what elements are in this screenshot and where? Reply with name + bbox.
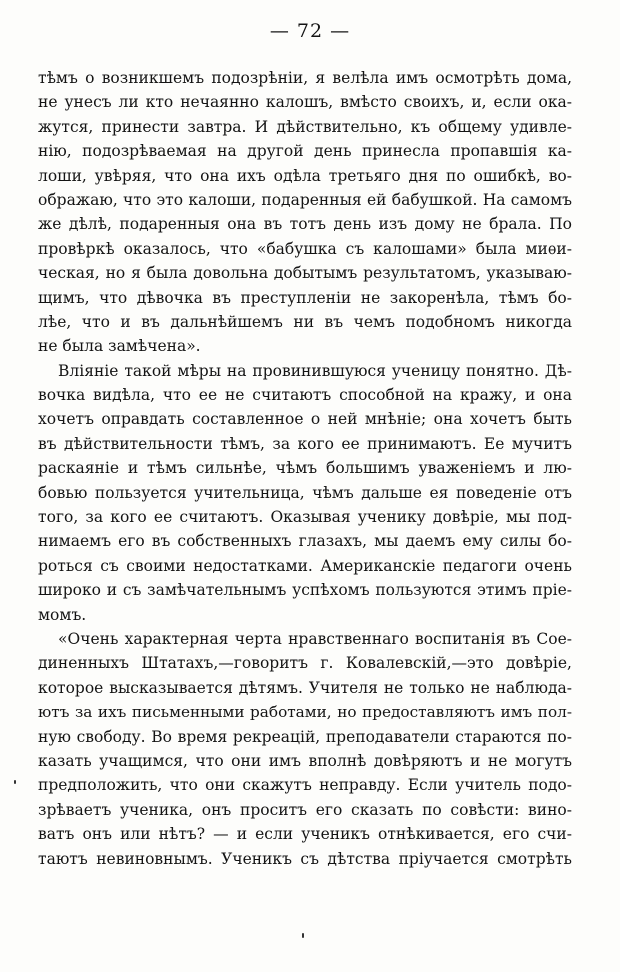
text-line: вочка видѣла, что ее не считаютъ способной на кражу, и она: [38, 386, 572, 405]
text-line: раскаяніе и тѣмъ сильнѣе, чѣмъ большимъ уваженіемъ и лю-: [38, 459, 572, 478]
text-line: таютъ невиновнымъ. Ученикъ съ дѣтства пріучается смотрѣть: [38, 849, 572, 868]
text-line: зрѣваетъ ученика, онъ проситъ его сказать по совѣсти: вино-: [38, 800, 572, 819]
text-line: ображаю, что это калоши, подаренныя ей бабушкой. На самомъ: [38, 190, 572, 209]
text-line: не унесъ ли кто нечаянно калошъ, вмѣсто своихъ, и, если ока-: [38, 93, 572, 112]
text-line: щимъ, что дѣвочка въ преступленіи не закоренѣла, тѣмъ бо-: [38, 288, 572, 307]
text-line: ную свободу. Во время рекреацій, преподаватели стараются по-: [38, 727, 572, 746]
text-line: которое высказывается дѣтямъ. Учителя не только не наблюда-: [38, 678, 572, 697]
text-line: жутся, принести завтра. И дѣйствительно, къ общему удивле-: [38, 117, 572, 136]
text-line: нію, подозрѣваемая на другой день принесла пропавшія ка-: [38, 142, 572, 161]
text-line: ческая, но я была довольна добытымъ результатомъ, указываю-: [38, 264, 572, 283]
text-line: нимаемъ его въ собственныхъ глазахъ, мы даемъ ему силы бо-: [38, 532, 572, 551]
text-line: лоши, увѣряя, что она ихъ одѣла третьяго дня по ошибкѣ, во-: [38, 166, 572, 185]
print-speck: [14, 780, 16, 784]
text-line: «Очень характерная черта нравственнаго воспитанія въ Сое-: [58, 629, 572, 648]
text-line: ватъ онъ или нѣтъ? — и если ученикъ отнѣкивается, его счи-: [38, 825, 572, 844]
text-line: Вліяніе такой мѣры на провинившуюся ученицу понятно. Дѣ-: [58, 361, 572, 380]
text-line: ютъ за ихъ письменными работами, но предоставляютъ имъ пол-: [38, 703, 572, 722]
text-line: тѣмъ о возникшемъ подозрѣніи, я велѣла имъ осмотрѣть дома,: [38, 69, 572, 87]
text-line: диненныхъ Штатахъ,—говоритъ г. Ковалевскій,—это довѣріе,: [38, 654, 572, 673]
body-text: [38, 66, 572, 871]
text-line: роться съ своими недостатками. Американскіе педагоги очень: [38, 556, 572, 575]
text-line: въ дѣйствительности тѣмъ, за кого ее принимаютъ. Ее мучитъ: [38, 434, 572, 453]
page-number: — 72 —: [269, 20, 351, 42]
text-line: широко и съ замѣчательнымъ успѣхомъ пользуются этимъ пріе-: [38, 581, 572, 600]
text-line: не была замѣчена».: [38, 337, 201, 356]
text-line: казать учащимся, что они имъ вполнѣ довѣряютъ и не могутъ: [38, 751, 572, 770]
text-line: того, за кого ее считаютъ. Оказывая ученику довѣріе, мы под-: [38, 508, 572, 527]
text-line: предположить, что они скажутъ неправду. Если учитель подо-: [38, 776, 572, 795]
text-line: лѣе, что и въ дальнѣйшемъ ни въ чемъ подобномъ никогда: [38, 312, 572, 331]
text-line: момъ.: [38, 605, 87, 624]
print-speck: [302, 933, 304, 938]
text-line: же дѣлѣ, подаренныя она въ тотъ день изъ дому не брала. По: [38, 215, 572, 234]
text-line: провѣркѣ оказалось, что «бабушка съ калошами» была миѳи-: [38, 239, 572, 258]
text-line: бовью пользуется учительница, чѣмъ дальше ея поведеніе отъ: [38, 483, 572, 502]
text-line: хочетъ оправдать составленное о ней мнѣніе; она хочетъ быть: [38, 410, 572, 429]
